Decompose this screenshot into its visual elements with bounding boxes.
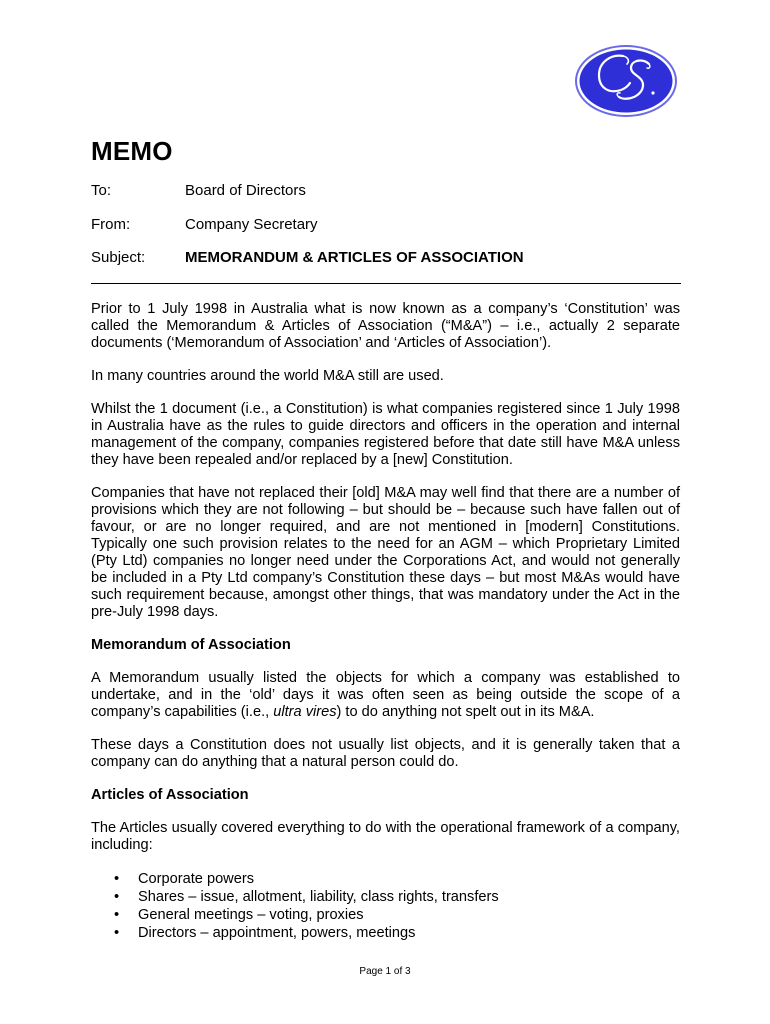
articles-list	[91, 870, 680, 942]
paragraph-intro: Prior to 1 July 1998 in Australia what is now known as a company’s ‘Constitution’ was called the Memorandum & Articles of Association (“M&A”) – i.e., actually 2 separate documents (‘Memorandum of Association’ and ‘Articles of Association’).	[91, 301, 680, 351]
paragraph-articles: The Articles usually covered everything to do with the operational framework of a company, including:	[91, 820, 680, 853]
from-label: From:	[91, 216, 131, 233]
list-item-text: Corporate powers	[138, 871, 254, 887]
ultra-vires-term: ultra vires	[273, 704, 337, 720]
list-item	[91, 906, 680, 924]
bullet-icon: •	[114, 907, 120, 923]
to-value: Board of Directors	[185, 182, 306, 199]
list-item	[91, 924, 680, 942]
list-item	[91, 870, 680, 888]
bullet-icon: •	[114, 925, 120, 941]
header-divider	[91, 283, 681, 284]
memo-body	[91, 301, 680, 942]
from-value: Company Secretary	[185, 216, 318, 233]
memo-title: MEMO	[91, 136, 173, 166]
company-logo	[573, 42, 679, 120]
memorandum-text-end: ) to do anything not spelt out in its M&A.	[336, 704, 595, 720]
to-label: To:	[91, 182, 112, 199]
subject-label: Subject:	[91, 249, 146, 266]
list-item-text: Shares – issue, allotment, liability, class rights, transfers	[138, 889, 499, 905]
list-item	[91, 888, 680, 906]
page-number: Page 1 of 3	[359, 966, 411, 977]
bullet-icon: •	[114, 871, 120, 887]
paragraph-provisions: Companies that have not replaced their [old] M&A may well find that there are a number of provisions which they are not following – but should be – because such have fallen out of favour, or are no longer required, and are not mentioned in [modern] Constitutions. Typically one such provision relates to the need for an AGM – which Proprietary Limited (Pty Ltd) companies no longer need under the Corporations Act, and would not generally be included in a Pty Ltd company’s Constitution these days – but most M&As would have such requirement because, amongst other things, that was mandatory under the Act in the pre-July 1998 days.	[91, 485, 680, 620]
heading-articles: Articles of Association	[91, 787, 249, 803]
list-item-text: General meetings – voting, proxies	[138, 907, 364, 923]
subject-value: MEMORANDUM & ARTICLES OF ASSOCIATION	[185, 249, 524, 266]
paragraph-constitution: Whilst the 1 document (i.e., a Constitution) is what companies registered since 1 July 1998 in Australia have as the rules to guide directors and officers in the operation and internal management of the company, companies registered before that date still have M&A unless they have been repealed and/or replaced by a [new] Constitution.	[91, 401, 680, 468]
paragraph-countries: In many countries around the world M&A still are used.	[91, 368, 444, 384]
logo-oval	[580, 50, 673, 113]
heading-memorandum: Memorandum of Association	[91, 637, 291, 653]
paragraph-objects: These days a Constitution does not usually list objects, and it is generally taken that a company can do anything that a natural person could do.	[91, 737, 680, 770]
memorandum-text-start: A Memorandum usually listed the objects for which a company was established to undertake, and in the ‘old’ days it was often seen as being outside the scope of a company’s capabilities (i.e.,	[91, 670, 680, 720]
list-item-text: Directors – appointment, powers, meetings	[138, 925, 416, 941]
paragraph-memorandum	[91, 670, 680, 721]
bullet-icon: •	[114, 889, 120, 905]
